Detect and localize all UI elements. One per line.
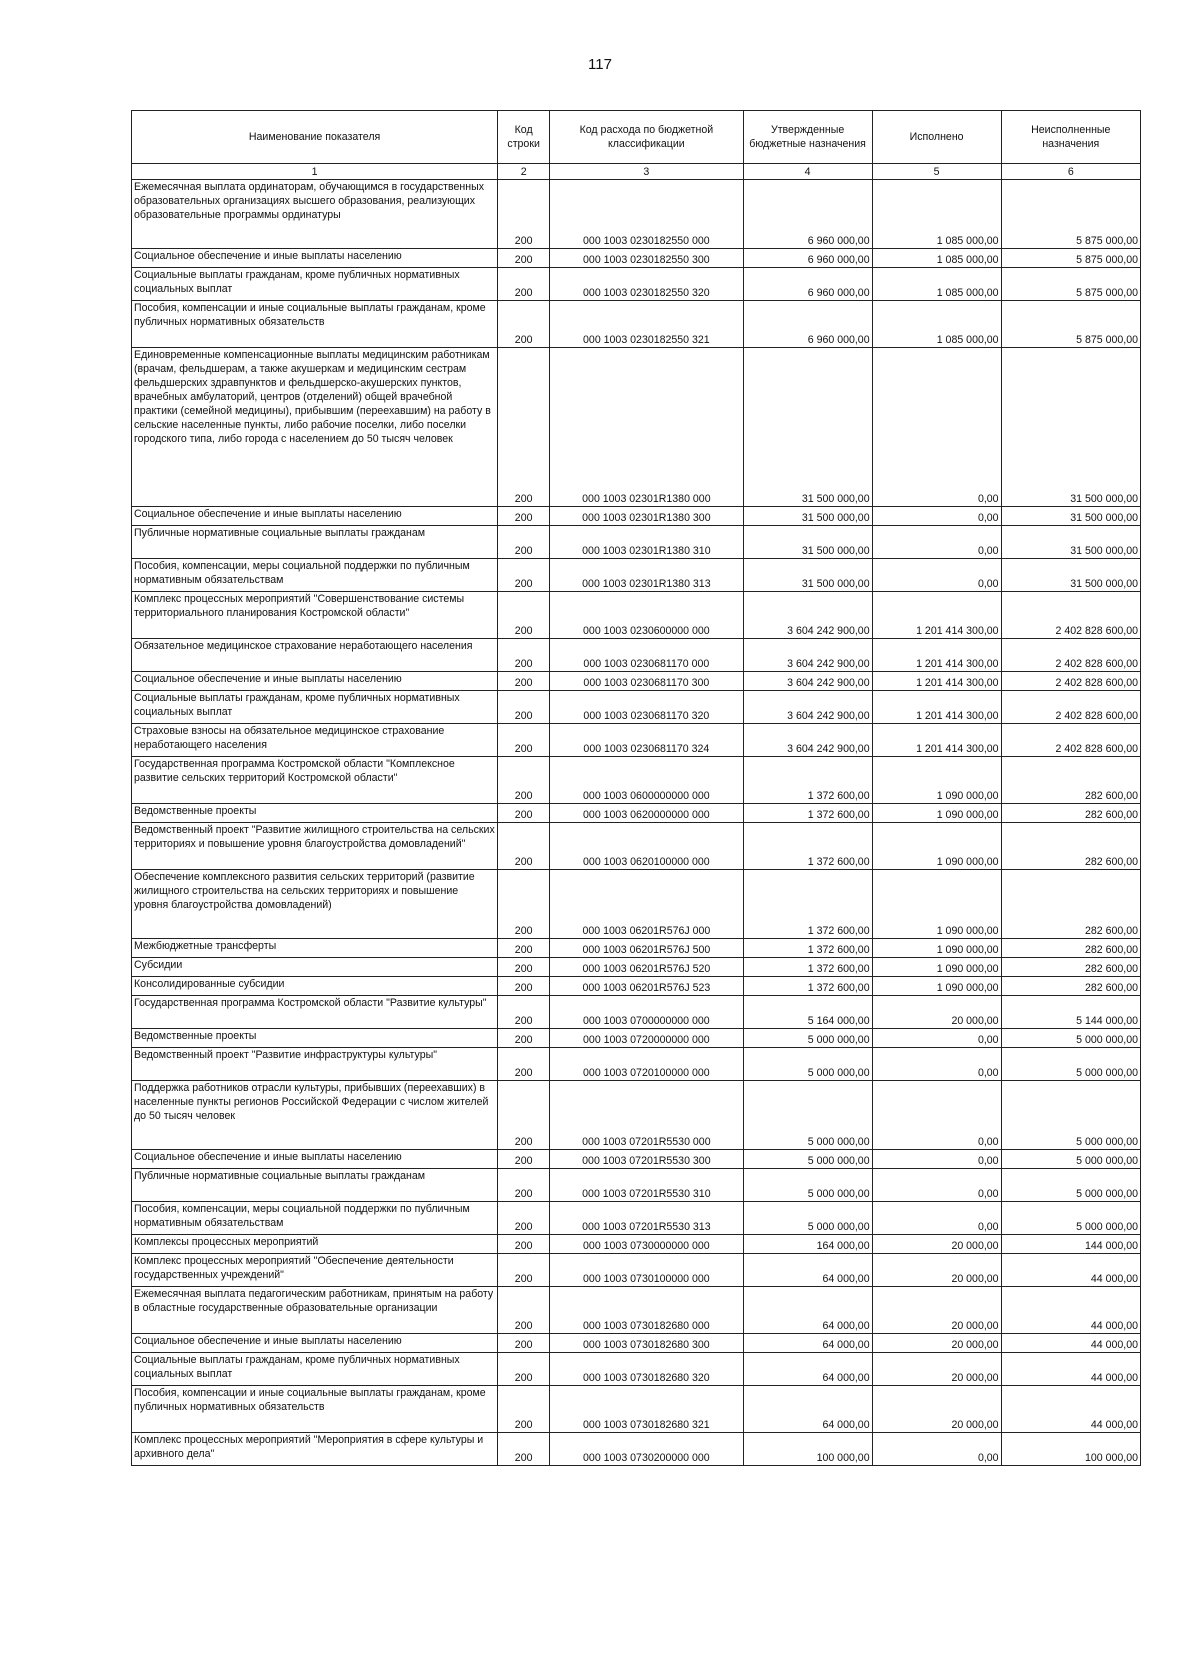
budget-code-cell: 000 1003 02301R1380 313	[550, 559, 743, 592]
indicator-name-cell: Социальное обеспечение и иные выплаты населению	[132, 1334, 498, 1353]
table-row	[132, 1048, 1141, 1081]
executed-amount-cell: 1 085 000,00	[872, 301, 1001, 348]
budget-code-cell: 000 1003 0230681170 324	[550, 724, 743, 757]
approved-amount-cell: 100 000,00	[743, 1433, 872, 1466]
budget-code-cell: 000 1003 0230681170 320	[550, 691, 743, 724]
unexecuted-amount-cell: 5 000 000,00	[1001, 1169, 1140, 1202]
indicator-name-cell: Ежемесячная выплата ординаторам, обучающимся в государственных образовательных организациях высшего образования, реализующих образовательные программы ординатуры	[132, 180, 498, 249]
indicator-name-cell: Ежемесячная выплата педагогическим работникам, принятым на работу в областные государственные образовательные организации	[132, 1287, 498, 1334]
indicator-name-cell: Ведомственный проект "Развитие инфраструктуры культуры"	[132, 1048, 498, 1081]
table-row	[132, 1169, 1141, 1202]
budget-code-cell: 000 1003 0230182550 321	[550, 301, 743, 348]
line-code-cell: 200	[498, 507, 550, 526]
unexecuted-amount-cell: 2 402 828 600,00	[1001, 639, 1140, 672]
line-code-cell: 200	[498, 939, 550, 958]
header-indicator-name: Наименование показателя	[132, 111, 498, 164]
approved-amount-cell: 5 000 000,00	[743, 1029, 872, 1048]
executed-amount-cell: 0,00	[872, 559, 1001, 592]
table-row	[132, 348, 1141, 507]
unexecuted-amount-cell: 44 000,00	[1001, 1353, 1140, 1386]
table-row	[132, 1353, 1141, 1386]
budget-code-cell: 000 1003 0230681170 000	[550, 639, 743, 672]
line-code-cell: 200	[498, 958, 550, 977]
table-row	[132, 592, 1141, 639]
line-code-cell: 200	[498, 348, 550, 507]
indicator-name-cell: Комплекс процессных мероприятий "Мероприятия в сфере культуры и архивного дела"	[132, 1433, 498, 1466]
unexecuted-amount-cell: 2 402 828 600,00	[1001, 724, 1140, 757]
executed-amount-cell: 0,00	[872, 1202, 1001, 1235]
indicator-name-cell: Ведомственные проекты	[132, 1029, 498, 1048]
budget-code-cell: 000 1003 06201R576J 500	[550, 939, 743, 958]
approved-amount-cell: 3 604 242 900,00	[743, 672, 872, 691]
approved-amount-cell: 5 000 000,00	[743, 1169, 872, 1202]
unexecuted-amount-cell: 31 500 000,00	[1001, 348, 1140, 507]
executed-amount-cell: 1 090 000,00	[872, 958, 1001, 977]
line-code-cell: 200	[498, 592, 550, 639]
table-row	[132, 1433, 1141, 1466]
indicator-name-cell: Обеспечение комплексного развития сельских территорий (развитие жилищного строительства на сельских территориях и повышение уровня благоустройства домовладений)	[132, 870, 498, 939]
executed-amount-cell: 1 201 414 300,00	[872, 724, 1001, 757]
line-code-cell: 200	[498, 180, 550, 249]
unexecuted-amount-cell: 282 600,00	[1001, 823, 1140, 870]
line-code-cell: 200	[498, 1235, 550, 1254]
budget-code-cell: 000 1003 0230600000 000	[550, 592, 743, 639]
header-line-code: Код строки	[498, 111, 550, 164]
line-code-cell: 200	[498, 672, 550, 691]
table-row	[132, 757, 1141, 804]
table-row	[132, 507, 1141, 526]
approved-amount-cell: 64 000,00	[743, 1386, 872, 1433]
line-code-cell: 200	[498, 1287, 550, 1334]
budget-code-cell: 000 1003 02301R1380 310	[550, 526, 743, 559]
approved-amount-cell: 1 372 600,00	[743, 958, 872, 977]
indicator-name-cell: Социальное обеспечение и иные выплаты населению	[132, 1150, 498, 1169]
line-code-cell: 200	[498, 1254, 550, 1287]
line-code-cell: 200	[498, 1353, 550, 1386]
indicator-name-cell: Ведомственный проект "Развитие жилищного строительства на сельских территориях и повышение уровня благоустройства домовладений"	[132, 823, 498, 870]
unexecuted-amount-cell: 100 000,00	[1001, 1433, 1140, 1466]
indicator-name-cell: Единовременные компенсационные выплаты медицинским работникам (врачам, фельдшерам, а также акушеркам и медицинским сестрам фельдшерских здравпунктов и фельдшерско-акушерских пунктов, врачебных амбулаторий, центров (отделений) общей врачебной практики (семейной медицины), прибывшим (переехавшим) на работу в сельские населенные пункты, либо рабочие поселки, либо поселки городского типа, либо города с населением до 50 тысяч человек	[132, 348, 498, 507]
line-code-cell: 200	[498, 559, 550, 592]
budget-code-cell: 000 1003 0730182680 300	[550, 1334, 743, 1353]
line-code-cell: 200	[498, 301, 550, 348]
column-number-row	[132, 164, 1141, 180]
budget-code-cell: 000 1003 0230182550 300	[550, 249, 743, 268]
table-row	[132, 559, 1141, 592]
column-number: 6	[1001, 164, 1140, 180]
table-row	[132, 958, 1141, 977]
line-code-cell: 200	[498, 870, 550, 939]
approved-amount-cell: 164 000,00	[743, 1235, 872, 1254]
executed-amount-cell: 0,00	[872, 348, 1001, 507]
budget-execution-table	[131, 110, 1141, 1466]
line-code-cell: 200	[498, 1386, 550, 1433]
line-code-cell: 200	[498, 804, 550, 823]
budget-code-cell: 000 1003 0620100000 000	[550, 823, 743, 870]
line-code-cell: 200	[498, 639, 550, 672]
budget-code-cell: 000 1003 0700000000 000	[550, 996, 743, 1029]
line-code-cell: 200	[498, 1433, 550, 1466]
unexecuted-amount-cell: 282 600,00	[1001, 958, 1140, 977]
executed-amount-cell: 1 201 414 300,00	[872, 672, 1001, 691]
budget-code-cell: 000 1003 0230182550 000	[550, 180, 743, 249]
indicator-name-cell: Социальные выплаты гражданам, кроме публичных нормативных социальных выплат	[132, 268, 498, 301]
approved-amount-cell: 1 372 600,00	[743, 804, 872, 823]
table-row	[132, 1235, 1141, 1254]
executed-amount-cell: 20 000,00	[872, 1353, 1001, 1386]
executed-amount-cell: 1 201 414 300,00	[872, 639, 1001, 672]
budget-code-cell: 000 1003 0730182680 321	[550, 1386, 743, 1433]
indicator-name-cell: Публичные нормативные социальные выплаты гражданам	[132, 1169, 498, 1202]
table-row	[132, 1202, 1141, 1235]
approved-amount-cell: 5 000 000,00	[743, 1202, 872, 1235]
unexecuted-amount-cell: 44 000,00	[1001, 1386, 1140, 1433]
approved-amount-cell: 6 960 000,00	[743, 249, 872, 268]
budget-code-cell: 000 1003 0730182680 000	[550, 1287, 743, 1334]
budget-code-cell: 000 1003 0730182680 320	[550, 1353, 743, 1386]
approved-amount-cell: 31 500 000,00	[743, 559, 872, 592]
header-executed: Исполнено	[872, 111, 1001, 164]
table-row	[132, 1254, 1141, 1287]
approved-amount-cell: 3 604 242 900,00	[743, 639, 872, 672]
line-code-cell: 200	[498, 249, 550, 268]
line-code-cell: 200	[498, 526, 550, 559]
unexecuted-amount-cell: 2 402 828 600,00	[1001, 672, 1140, 691]
unexecuted-amount-cell: 2 402 828 600,00	[1001, 691, 1140, 724]
executed-amount-cell: 20 000,00	[872, 1235, 1001, 1254]
approved-amount-cell: 3 604 242 900,00	[743, 691, 872, 724]
executed-amount-cell: 0,00	[872, 1029, 1001, 1048]
indicator-name-cell: Социальное обеспечение и иные выплаты населению	[132, 249, 498, 268]
table-row	[132, 724, 1141, 757]
line-code-cell: 200	[498, 724, 550, 757]
indicator-name-cell: Пособия, компенсации и иные социальные выплаты гражданам, кроме публичных нормативных обязательств	[132, 301, 498, 348]
executed-amount-cell: 1 085 000,00	[872, 268, 1001, 301]
table-row	[132, 249, 1141, 268]
line-code-cell: 200	[498, 1202, 550, 1235]
unexecuted-amount-cell: 5 875 000,00	[1001, 268, 1140, 301]
executed-amount-cell: 1 090 000,00	[872, 804, 1001, 823]
approved-amount-cell: 5 000 000,00	[743, 1150, 872, 1169]
indicator-name-cell: Консолидированные субсидии	[132, 977, 498, 996]
table-row	[132, 268, 1141, 301]
executed-amount-cell: 20 000,00	[872, 1254, 1001, 1287]
indicator-name-cell: Пособия, компенсации и иные социальные выплаты гражданам, кроме публичных нормативных обязательств	[132, 1386, 498, 1433]
table-row	[132, 526, 1141, 559]
unexecuted-amount-cell: 282 600,00	[1001, 870, 1140, 939]
unexecuted-amount-cell: 44 000,00	[1001, 1287, 1140, 1334]
indicator-name-cell: Социальное обеспечение и иные выплаты населению	[132, 672, 498, 691]
unexecuted-amount-cell: 31 500 000,00	[1001, 526, 1140, 559]
executed-amount-cell: 0,00	[872, 1150, 1001, 1169]
indicator-name-cell: Комплексы процессных мероприятий	[132, 1235, 498, 1254]
budget-code-cell: 000 1003 02301R1380 300	[550, 507, 743, 526]
approved-amount-cell: 6 960 000,00	[743, 268, 872, 301]
executed-amount-cell: 0,00	[872, 507, 1001, 526]
executed-amount-cell: 20 000,00	[872, 996, 1001, 1029]
indicator-name-cell: Страховые взносы на обязательное медицинское страхование неработающего населения	[132, 724, 498, 757]
executed-amount-cell: 1 201 414 300,00	[872, 592, 1001, 639]
budget-code-cell: 000 1003 07201R5530 313	[550, 1202, 743, 1235]
table-header-row	[132, 111, 1141, 164]
indicator-name-cell: Пособия, компенсации, меры социальной поддержки по публичным нормативным обязательствам	[132, 1202, 498, 1235]
unexecuted-amount-cell: 282 600,00	[1001, 804, 1140, 823]
line-code-cell: 200	[498, 1081, 550, 1150]
indicator-name-cell: Обязательное медицинское страхование неработающего населения	[132, 639, 498, 672]
budget-code-cell: 000 1003 07201R5530 310	[550, 1169, 743, 1202]
indicator-name-cell: Социальные выплаты гражданам, кроме публичных нормативных социальных выплат	[132, 1353, 498, 1386]
approved-amount-cell: 5 000 000,00	[743, 1081, 872, 1150]
unexecuted-amount-cell: 5 875 000,00	[1001, 249, 1140, 268]
budget-code-cell: 000 1003 0730000000 000	[550, 1235, 743, 1254]
executed-amount-cell: 0,00	[872, 526, 1001, 559]
unexecuted-amount-cell: 5 875 000,00	[1001, 301, 1140, 348]
budget-code-cell: 000 1003 06201R576J 520	[550, 958, 743, 977]
executed-amount-cell: 0,00	[872, 1081, 1001, 1150]
unexecuted-amount-cell: 5 000 000,00	[1001, 1081, 1140, 1150]
approved-amount-cell: 64 000,00	[743, 1254, 872, 1287]
table-row	[132, 996, 1141, 1029]
executed-amount-cell: 1 090 000,00	[872, 870, 1001, 939]
table-row	[132, 804, 1141, 823]
executed-amount-cell: 1 085 000,00	[872, 249, 1001, 268]
executed-amount-cell: 1 201 414 300,00	[872, 691, 1001, 724]
line-code-cell: 200	[498, 1169, 550, 1202]
approved-amount-cell: 64 000,00	[743, 1287, 872, 1334]
executed-amount-cell: 20 000,00	[872, 1287, 1001, 1334]
header-budget-classification-code: Код расхода по бюджетной классификации	[550, 111, 743, 164]
line-code-cell: 200	[498, 1048, 550, 1081]
unexecuted-amount-cell: 31 500 000,00	[1001, 559, 1140, 592]
budget-code-cell: 000 1003 0620000000 000	[550, 804, 743, 823]
budget-code-cell: 000 1003 0600000000 000	[550, 757, 743, 804]
executed-amount-cell: 1 085 000,00	[872, 180, 1001, 249]
header-approved-appropriations: Утвержденные бюджетные назначения	[743, 111, 872, 164]
line-code-cell: 200	[498, 977, 550, 996]
table-row	[132, 1081, 1141, 1150]
column-number: 3	[550, 164, 743, 180]
approved-amount-cell: 6 960 000,00	[743, 180, 872, 249]
line-code-cell: 200	[498, 691, 550, 724]
approved-amount-cell: 6 960 000,00	[743, 301, 872, 348]
executed-amount-cell: 0,00	[872, 1048, 1001, 1081]
approved-amount-cell: 1 372 600,00	[743, 939, 872, 958]
indicator-name-cell: Пособия, компенсации, меры социальной поддержки по публичным нормативным обязательствам	[132, 559, 498, 592]
budget-code-cell: 000 1003 0720100000 000	[550, 1048, 743, 1081]
line-code-cell: 200	[498, 823, 550, 870]
header-unexecuted-appropriations: Неисполненные назначения	[1001, 111, 1140, 164]
page-number: 117	[588, 56, 612, 73]
indicator-name-cell: Поддержка работников отрасли культуры, прибывших (переехавших) в населенные пункты регионов Российской Федерации с числом жителей до 50 тысяч человек	[132, 1081, 498, 1150]
unexecuted-amount-cell: 282 600,00	[1001, 939, 1140, 958]
budget-code-cell: 000 1003 0730100000 000	[550, 1254, 743, 1287]
approved-amount-cell: 1 372 600,00	[743, 870, 872, 939]
approved-amount-cell: 31 500 000,00	[743, 526, 872, 559]
table-row	[132, 301, 1141, 348]
unexecuted-amount-cell: 5 875 000,00	[1001, 180, 1140, 249]
indicator-name-cell: Межбюджетные трансферты	[132, 939, 498, 958]
indicator-name-cell: Социальное обеспечение и иные выплаты населению	[132, 507, 498, 526]
unexecuted-amount-cell: 5 000 000,00	[1001, 1150, 1140, 1169]
table-row	[132, 691, 1141, 724]
table-row	[132, 939, 1141, 958]
unexecuted-amount-cell: 5 000 000,00	[1001, 1029, 1140, 1048]
executed-amount-cell: 20 000,00	[872, 1334, 1001, 1353]
unexecuted-amount-cell: 2 402 828 600,00	[1001, 592, 1140, 639]
table-row	[132, 823, 1141, 870]
indicator-name-cell: Комплекс процессных мероприятий "Совершенствование системы территориального планирования Костромской области"	[132, 592, 498, 639]
table-row	[132, 1029, 1141, 1048]
column-number: 1	[132, 164, 498, 180]
table-row	[132, 977, 1141, 996]
column-number: 5	[872, 164, 1001, 180]
unexecuted-amount-cell: 5 144 000,00	[1001, 996, 1140, 1029]
line-code-cell: 200	[498, 1029, 550, 1048]
executed-amount-cell: 0,00	[872, 1169, 1001, 1202]
approved-amount-cell: 5 000 000,00	[743, 1048, 872, 1081]
indicator-name-cell: Социальные выплаты гражданам, кроме публичных нормативных социальных выплат	[132, 691, 498, 724]
budget-code-cell: 000 1003 0720000000 000	[550, 1029, 743, 1048]
unexecuted-amount-cell: 44 000,00	[1001, 1334, 1140, 1353]
table-row	[132, 672, 1141, 691]
indicator-name-cell: Публичные нормативные социальные выплаты гражданам	[132, 526, 498, 559]
indicator-name-cell: Государственная программа Костромской области "Развитие культуры"	[132, 996, 498, 1029]
approved-amount-cell: 3 604 242 900,00	[743, 724, 872, 757]
table-body	[132, 180, 1141, 1466]
approved-amount-cell: 64 000,00	[743, 1353, 872, 1386]
unexecuted-amount-cell: 31 500 000,00	[1001, 507, 1140, 526]
line-code-cell: 200	[498, 268, 550, 301]
budget-code-cell: 000 1003 0230182550 320	[550, 268, 743, 301]
unexecuted-amount-cell: 44 000,00	[1001, 1254, 1140, 1287]
approved-amount-cell: 3 604 242 900,00	[743, 592, 872, 639]
unexecuted-amount-cell: 282 600,00	[1001, 977, 1140, 996]
budget-code-cell: 000 1003 0730200000 000	[550, 1433, 743, 1466]
line-code-cell: 200	[498, 1334, 550, 1353]
column-number: 2	[498, 164, 550, 180]
unexecuted-amount-cell: 5 000 000,00	[1001, 1202, 1140, 1235]
indicator-name-cell: Комплекс процессных мероприятий "Обеспечение деятельности государственных учреждений"	[132, 1254, 498, 1287]
unexecuted-amount-cell: 282 600,00	[1001, 757, 1140, 804]
table-row	[132, 1334, 1141, 1353]
budget-code-cell: 000 1003 02301R1380 000	[550, 348, 743, 507]
table-row	[132, 1150, 1141, 1169]
approved-amount-cell: 1 372 600,00	[743, 757, 872, 804]
executed-amount-cell: 1 090 000,00	[872, 823, 1001, 870]
indicator-name-cell: Ведомственные проекты	[132, 804, 498, 823]
budget-code-cell: 000 1003 07201R5530 300	[550, 1150, 743, 1169]
executed-amount-cell: 20 000,00	[872, 1386, 1001, 1433]
budget-code-cell: 000 1003 0230681170 300	[550, 672, 743, 691]
executed-amount-cell: 1 090 000,00	[872, 977, 1001, 996]
table-row	[132, 1287, 1141, 1334]
approved-amount-cell: 1 372 600,00	[743, 823, 872, 870]
unexecuted-amount-cell: 144 000,00	[1001, 1235, 1140, 1254]
executed-amount-cell: 1 090 000,00	[872, 757, 1001, 804]
approved-amount-cell: 31 500 000,00	[743, 507, 872, 526]
budget-code-cell: 000 1003 06201R576J 000	[550, 870, 743, 939]
table-row	[132, 639, 1141, 672]
line-code-cell: 200	[498, 996, 550, 1029]
line-code-cell: 200	[498, 757, 550, 804]
approved-amount-cell: 64 000,00	[743, 1334, 872, 1353]
approved-amount-cell: 31 500 000,00	[743, 348, 872, 507]
indicator-name-cell: Государственная программа Костромской области "Комплексное развитие сельских территорий Костромской области"	[132, 757, 498, 804]
approved-amount-cell: 1 372 600,00	[743, 977, 872, 996]
approved-amount-cell: 5 164 000,00	[743, 996, 872, 1029]
indicator-name-cell: Субсидии	[132, 958, 498, 977]
table-row	[132, 1386, 1141, 1433]
line-code-cell: 200	[498, 1150, 550, 1169]
executed-amount-cell: 1 090 000,00	[872, 939, 1001, 958]
column-number: 4	[743, 164, 872, 180]
budget-code-cell: 000 1003 07201R5530 000	[550, 1081, 743, 1150]
unexecuted-amount-cell: 5 000 000,00	[1001, 1048, 1140, 1081]
budget-code-cell: 000 1003 06201R576J 523	[550, 977, 743, 996]
table-row	[132, 870, 1141, 939]
executed-amount-cell: 0,00	[872, 1433, 1001, 1466]
table-row	[132, 180, 1141, 249]
